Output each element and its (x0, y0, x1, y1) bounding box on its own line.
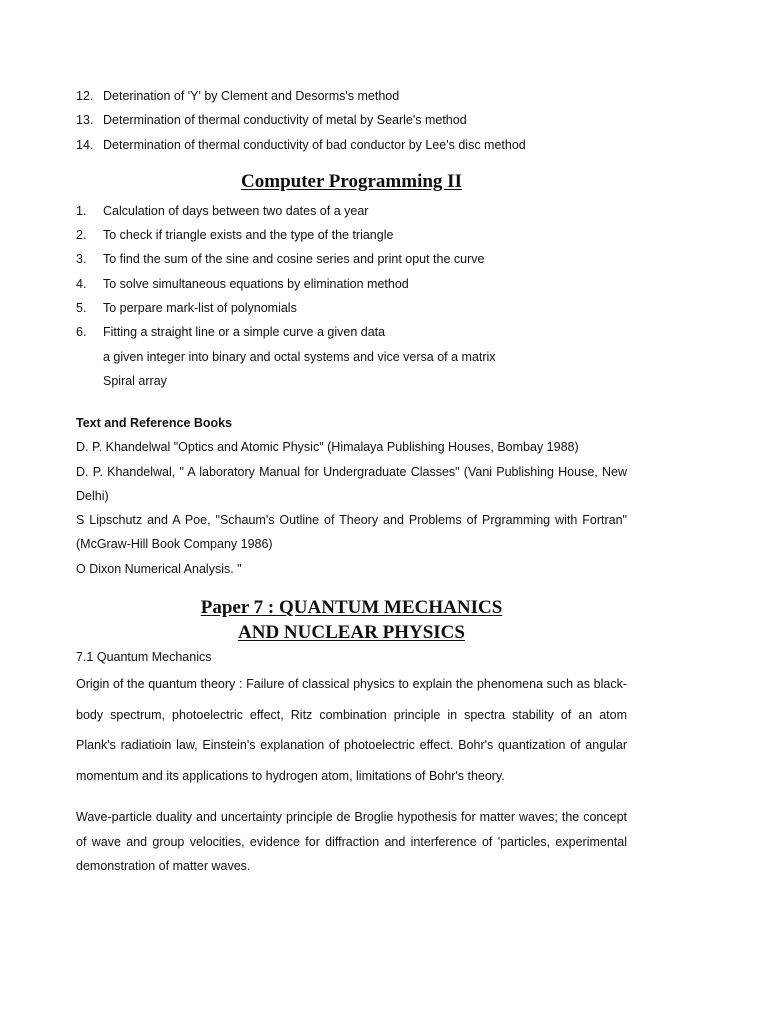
subsection-heading: 7.1 Quantum Mechanics (76, 650, 212, 665)
reference-entry: O Dixon Numerical Analysis. " (76, 561, 242, 576)
reference-entry: D. P. Khandelwal, " A laboratory Manual for Undergraduate Classes" (Vani Publishing House, New Delhi) (76, 464, 627, 503)
paper-title (76, 595, 627, 645)
item-number: 12. (76, 89, 94, 103)
item-number: 4. (76, 276, 87, 291)
list-item (76, 108, 627, 132)
item-number: 6. (76, 325, 87, 340)
document-page (76, 84, 627, 879)
item-number: 14. (76, 137, 94, 152)
item-number: 3. (76, 252, 87, 267)
body-paragraph: Origin of the quantum theory : Failure of classical physics to explain the phenomena such as black-body spectrum, photoelectric effect, Ritz combination principle in spectra stability of an atom Plank's radiatioin law, Einstein's explanation of photoelectric effect. Bohr's quantization of angular momentum and its applications to hydrogen atom, limitations of Bohr's theory. (76, 677, 627, 783)
list-item (76, 84, 627, 108)
item-text: Spiral array (103, 373, 167, 388)
experiment-list (76, 84, 627, 157)
list-item (76, 133, 627, 157)
computer-programming-heading: Computer Programming II (241, 170, 462, 192)
reference-list (76, 435, 627, 581)
list-item (76, 199, 627, 223)
item-text: Calculation of days between two dates of a year (103, 203, 369, 218)
item-number: 5. (76, 301, 87, 316)
item-text: To find the sum of the sine and cosine series and print oput the curve (103, 252, 485, 267)
list-item (76, 247, 627, 271)
item-number: 13. (76, 113, 94, 128)
paper-title-line2: AND NUCLEAR PHYSICS (238, 622, 465, 644)
list-item (76, 223, 627, 247)
item-text: Determination of thermal conductivity of bad conductor by Lee's disc method (103, 137, 526, 152)
list-item-continuation (76, 369, 627, 393)
body-paragraph: Wave-particle duality and uncertainty principle de Broglie hypothesis for matter waves; the concept of wave and group velocities, evidence for diffraction and interference of 'particles, experimental demonstration of matter waves. (76, 810, 627, 874)
item-number: 2. (76, 228, 87, 243)
item-text: Determination of thermal conductivity of metal by Searle's method (103, 113, 467, 128)
item-text: Deterination of 'Y' by Clement and Desorms's method (103, 89, 400, 103)
item-number: 1. (76, 203, 87, 218)
list-item (76, 320, 627, 344)
item-text: To check if triangle exists and the type of the triangle (103, 228, 394, 243)
reference-entry: D. P. Khandelwal "Optics and Atomic Physic" (Himalaya Publishing Houses, Bombay 1988) (76, 440, 579, 455)
list-item (76, 296, 627, 320)
reference-entry: S Lipschutz and A Poe, "Schaum's Outline of Theory and Problems of Prgramming with Fortran" (McGraw-Hill Book Company 1986) (76, 513, 627, 552)
list-item-continuation (76, 345, 627, 369)
item-text: To solve simultaneous equations by elimination method (103, 276, 409, 291)
programming-list (76, 199, 627, 393)
item-text: a given integer into binary and octal systems and vice versa of a matrix (103, 349, 496, 364)
books-section-label: Text and Reference Books (76, 416, 233, 431)
item-text: To perpare mark-list of polynomials (103, 301, 297, 316)
paper-title-line1: Paper 7 : QUANTUM MECHANICS (200, 597, 503, 619)
item-text: Fitting a straight line or a simple curve a given data (103, 325, 386, 340)
list-item (76, 272, 627, 296)
